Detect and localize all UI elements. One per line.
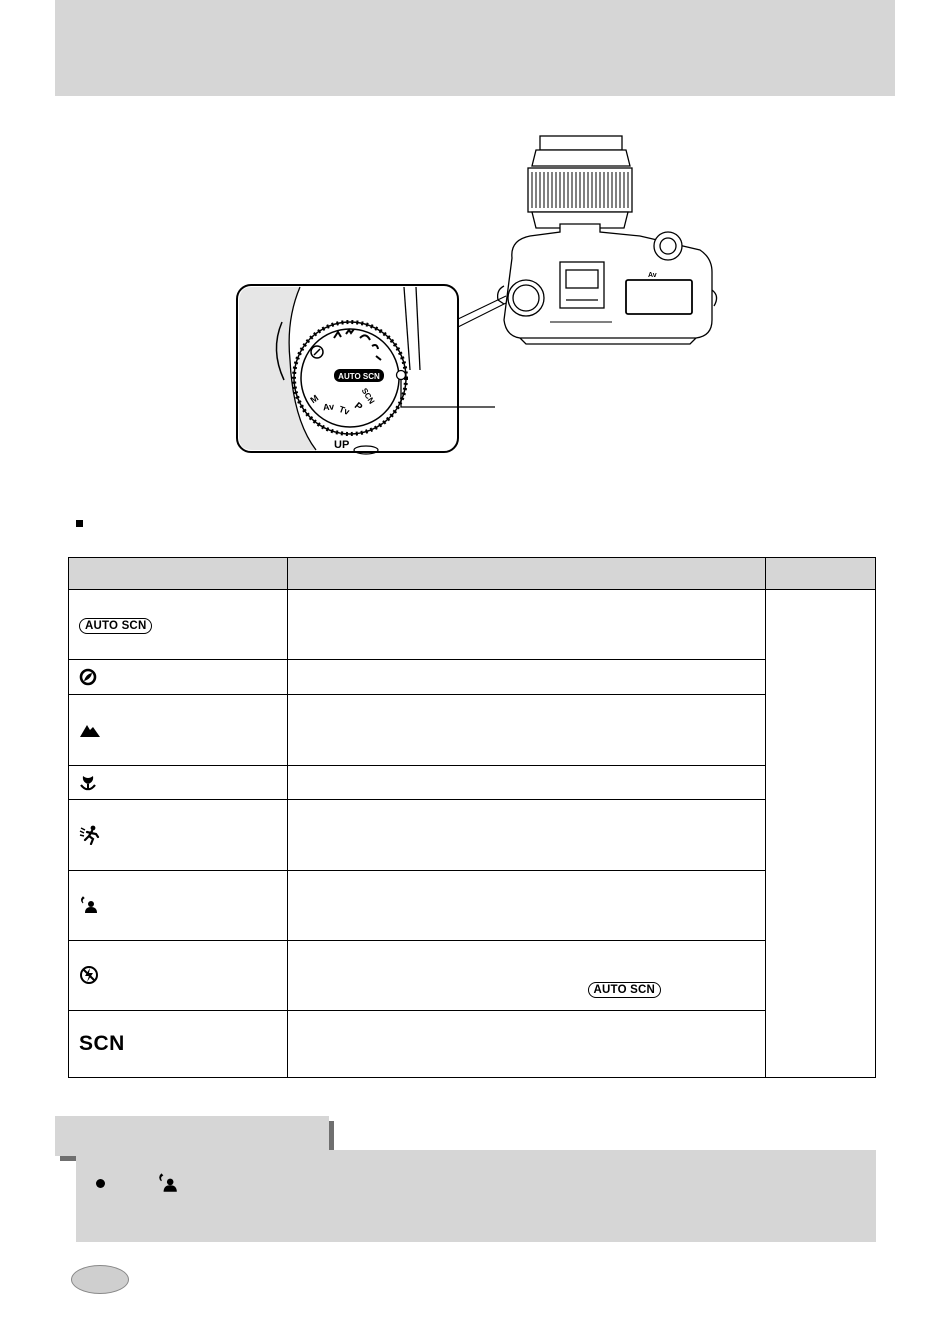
- table-row: [69, 940, 876, 1010]
- table-row: [69, 590, 876, 660]
- night-portrait-icon: [157, 1172, 179, 1194]
- mode-cell: [69, 1010, 288, 1077]
- table-row: [69, 695, 876, 766]
- table-row: [69, 870, 876, 940]
- table-row: [69, 800, 876, 870]
- scn-icon: SCN: [79, 1031, 125, 1055]
- note-bullet: [96, 1179, 105, 1188]
- mode-cell: [69, 940, 288, 1010]
- desc-cell: [288, 660, 766, 695]
- mode-table: [68, 557, 876, 1078]
- sports-icon: [79, 825, 101, 845]
- merged-cell: [766, 590, 876, 1078]
- night-portrait-icon: [79, 896, 99, 914]
- macro-icon: [79, 774, 97, 792]
- dial-label-p: P: [351, 400, 365, 414]
- desc-cell: [288, 1010, 766, 1077]
- desc-cell: [288, 695, 766, 766]
- flash-off-icon: [79, 965, 99, 985]
- dial-label-scn: SCN: [359, 386, 377, 406]
- table-row: [69, 660, 876, 695]
- desc-cell: [288, 800, 766, 870]
- auto-scn-icon: AUTO SCN: [79, 618, 152, 634]
- header-cell-description: [288, 558, 766, 590]
- landscape-icon: [79, 721, 101, 739]
- table-row: [69, 766, 876, 800]
- dial-label-av: Av: [322, 401, 335, 413]
- camera-top-view: [498, 136, 717, 344]
- table-row: [69, 1010, 876, 1077]
- dial-zoom-panel: [237, 285, 495, 454]
- auto-scn-inline-icon: AUTO SCN: [588, 982, 661, 998]
- mode-cell: [69, 870, 288, 940]
- section-bullet: [76, 520, 83, 527]
- mode-cell: [69, 766, 288, 800]
- mode-cell: [69, 695, 288, 766]
- page-number-badge: [71, 1265, 129, 1294]
- desc-cell: [288, 870, 766, 940]
- camera-figure: [0, 0, 950, 470]
- desc-cell: [288, 766, 766, 800]
- header-cell-extra: [766, 558, 876, 590]
- desc-cell: [288, 940, 766, 1010]
- mode-cell: [69, 660, 288, 695]
- mode-cell: [69, 800, 288, 870]
- mode-cell: [69, 590, 288, 660]
- dial-label-up: UP: [334, 439, 350, 451]
- header-cell-mode: [69, 558, 288, 590]
- dial-label-tv: Tv: [337, 403, 351, 417]
- table-header-row: [69, 558, 876, 590]
- dial-label-m: M: [308, 392, 321, 406]
- portrait-icon: [79, 668, 97, 686]
- dial-label-auto-scn: AUTO SCN: [338, 372, 380, 381]
- note-box: [76, 1150, 876, 1242]
- desc-cell: [288, 590, 766, 660]
- panel-label: Av: [648, 272, 657, 279]
